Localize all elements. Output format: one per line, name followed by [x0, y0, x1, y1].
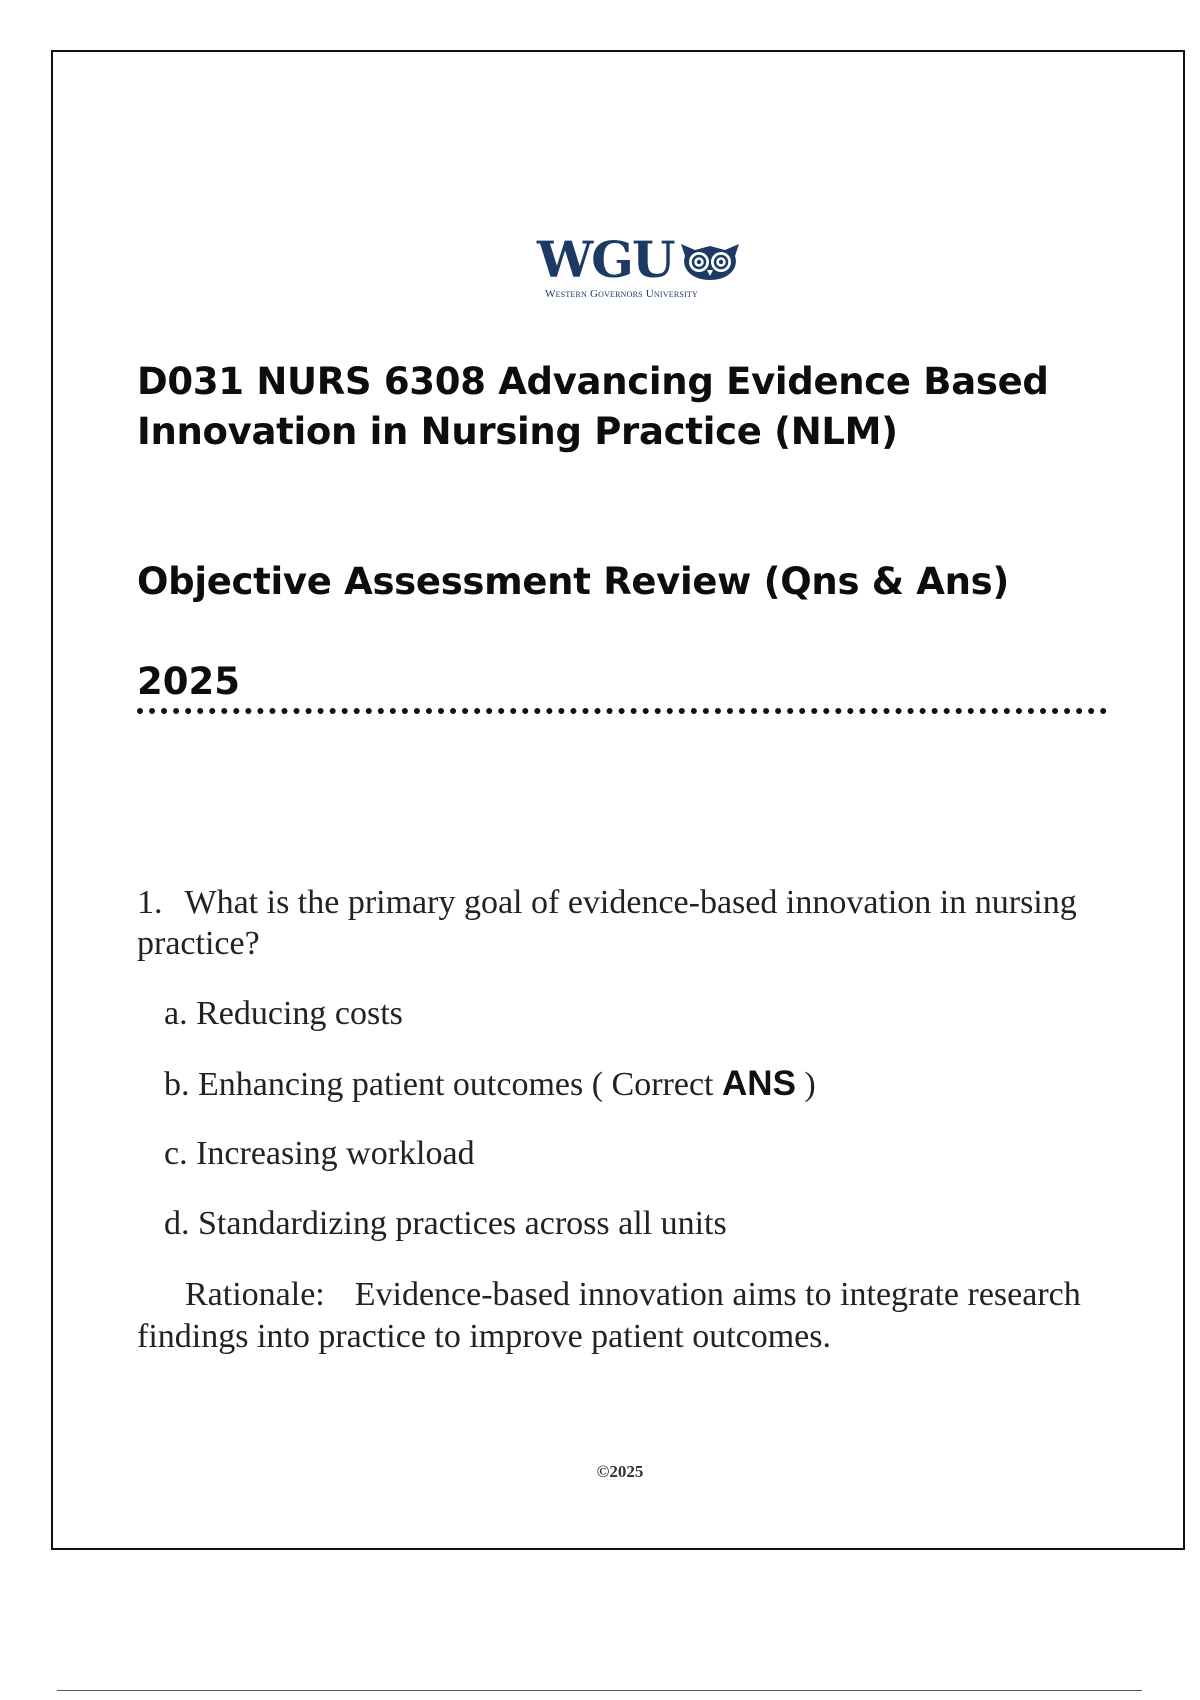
option-a-label: a. Reducing costs [164, 995, 403, 1032]
logo-wordmark: WGU [537, 230, 674, 289]
page-frame [51, 50, 1185, 1550]
document-subtitle: Objective Assessment Review (Qns & Ans) [137, 560, 1010, 603]
rationale [137, 1274, 1097, 1358]
correct-note-open: ( Correct [591, 1066, 714, 1103]
option-c-label: c. Increasing workload [164, 1135, 475, 1172]
copyright-footer: ©2025 [596, 1462, 644, 1481]
document-year: 2025 [137, 660, 240, 703]
correct-note-close: ) [804, 1066, 816, 1103]
option-c [164, 1134, 475, 1174]
correct-answer-tag: ANS [722, 1064, 796, 1103]
rationale-label: Rationale: [185, 1276, 325, 1313]
rationale-text: Evidence-based innovation aims to integrate research findings into practice to improve patient outcomes. [137, 1276, 1081, 1355]
option-b-label: b. Enhancing patient outcomes [164, 1066, 584, 1103]
bottom-rule [57, 1690, 1142, 1691]
question-text: What is the primary goal of evidence-based innovation in nursing practice? [137, 884, 1077, 962]
wgu-logo [537, 230, 752, 304]
question-1 [137, 882, 1097, 964]
question-number: 1. [137, 884, 163, 921]
owl-icon [679, 240, 741, 282]
document-title: D031 NURS 6308 Advancing Evidence Based Innovation in Nursing Practice (NLM) [137, 360, 1049, 453]
option-d-label: d. Standardizing practices across all units [164, 1205, 727, 1242]
option-a [164, 994, 403, 1034]
logo-tagline: Western Governors University [545, 288, 698, 300]
dotted-divider [137, 708, 1107, 714]
option-b [164, 1064, 816, 1105]
option-d [164, 1204, 727, 1244]
